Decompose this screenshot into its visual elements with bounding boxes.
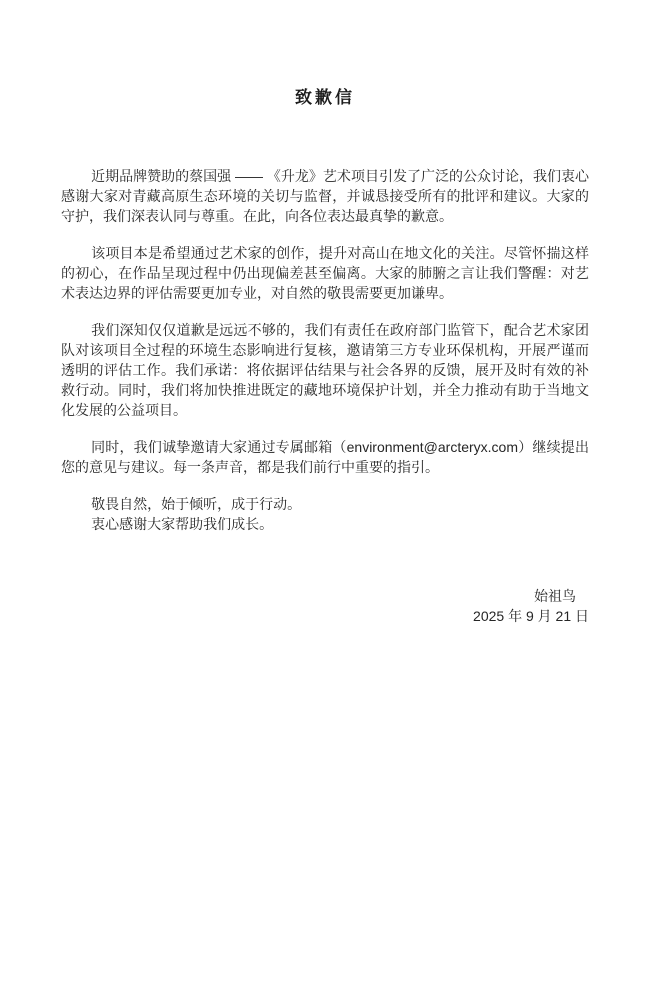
- letter-paragraph-contact-email: 同时，我们诚挚邀请大家通过专属邮箱（environment@arcteryx.com）继续提出您的意见与建议。每一条声音，都是我们前行中重要的指引。: [61, 439, 589, 475]
- letter-closing-line-2: 衷心感谢大家帮助我们成长。: [91, 516, 274, 532]
- letter-paragraph-commitments: 我们深知仅仅道歉是远远不够的，我们有责任在政府部门监管下，配合艺术家团队对该项目全过程的环境生态影响进行复核，邀请第三方专业环保机构，开展严谨而透明的评估工作。我们承诺：将依据评估结果与社会各界的反馈，展开及时有效的补救行动。同时，我们将加快推进既定的藏地环境保护计划，并全力推动有助于当地文化发展的公益项目。: [61, 322, 589, 418]
- signature-block: [61, 586, 589, 626]
- letter-body: [61, 166, 589, 534]
- apology-letter-page: [0, 86, 650, 1005]
- letter-paragraph-intro: 近期品牌赞助的蔡国强 —— 《升龙》艺术项目引发了广泛的公众讨论，我们衷心感谢大家对青藏高原生态环境的关切与监督，并诚恳接受所有的批评和建议。大家的守护，我们深表认同与尊重。在此，向各位表达最真挚的歉意。: [61, 168, 589, 224]
- letter-closing-line-1: 敬畏自然，始于倾听，成于行动。: [91, 496, 302, 512]
- signature-date: 2025 年 9 月 21 日: [473, 608, 589, 624]
- letter-title: 致歉信: [295, 88, 355, 107]
- signature-name: 始祖鸟: [534, 588, 576, 604]
- letter-paragraph-reflection: 该项目本是希望通过艺术家的创作，提升对高山在地文化的关注。尽管怀揣这样的初心，在作品呈现过程中仍出现偏差甚至偏离。大家的肺腑之言让我们警醒：对艺术表达边界的评估需要更加专业，对自然的敬畏需要更加谦卑。: [61, 245, 589, 301]
